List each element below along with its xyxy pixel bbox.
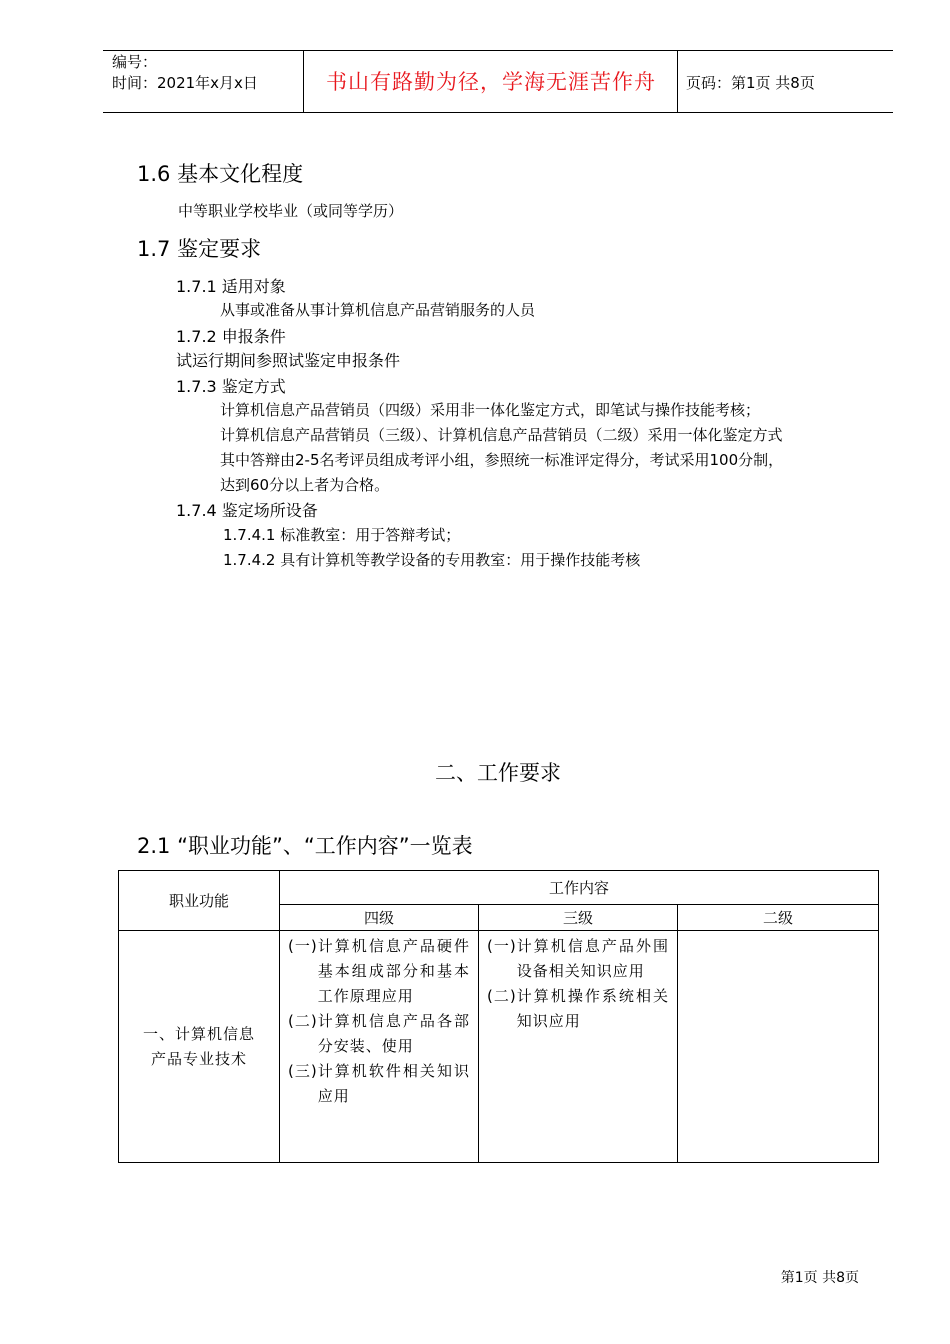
table-row xyxy=(119,931,879,1163)
table-cell-function xyxy=(119,931,280,1163)
section-1-7-2-title: 1.7.2 申报条件 xyxy=(176,327,286,346)
section-1-7-4-title: 1.7.4 鉴定场所设备 xyxy=(176,501,318,520)
section-1-7-1-body: 从事或准备从事计算机信息产品营销服务的人员 xyxy=(220,301,536,319)
section-1-6-body: 中等职业学校毕业（或同等学历） xyxy=(178,202,404,220)
section-1-7-3-line2: 计算机信息产品营销员（三级）、计算机信息产品营销员（二级）采用一体化鉴定方式 xyxy=(220,426,783,444)
section-1-7-4-item1: 1.7.4.1 标准教室：用于答辩考试； xyxy=(223,526,461,544)
list-item xyxy=(487,934,669,984)
table-cell-level-3 xyxy=(479,931,678,1163)
function-line-2: 产品专业技术 xyxy=(150,1049,247,1068)
section-1-7-2-body: 试运行期间参照试鉴定申报条件 xyxy=(176,351,401,370)
header-divider-left xyxy=(303,50,304,112)
table-cell-level-4 xyxy=(280,931,479,1163)
section-1-7-title: 1.7 鉴定要求 xyxy=(137,237,262,261)
section-1-7-1-title: 1.7.1 适用对象 xyxy=(176,277,286,296)
section-1-7-3-title: 1.7.3 鉴定方式 xyxy=(176,377,286,396)
chapter-2-title: 二、工作要求 xyxy=(435,761,561,785)
section-1-7-4-item2: 1.7.4.2 具有计算机等教学设备的专用教室：用于操作技能考核 xyxy=(223,551,641,569)
item-number: (二) xyxy=(487,987,517,1005)
item-text: 计算机操作系统相关知识应用 xyxy=(516,987,669,1030)
footer-page-label: 第1页 共8页 xyxy=(780,1270,859,1286)
table-header-row xyxy=(119,871,879,905)
table-header-level-2: 二级 xyxy=(678,905,879,931)
header-bottom-rule xyxy=(103,112,893,113)
item-number: (二) xyxy=(288,1012,318,1030)
item-number: (一) xyxy=(288,937,318,955)
list-item xyxy=(288,1059,470,1109)
list-item xyxy=(487,984,669,1034)
table-header-function: 职业功能 xyxy=(119,871,280,931)
section-1-7-3-line1: 计算机信息产品营销员（四级）采用非一体化鉴定方式，即笔试与操作技能考核； xyxy=(220,401,761,419)
item-text: 计算机信息产品硬件基本组成部分和基本工作原理应用 xyxy=(317,937,470,1005)
item-number: (一) xyxy=(487,937,517,955)
list-item xyxy=(288,934,470,1009)
item-text: 计算机信息产品各部分安装、使用 xyxy=(317,1012,470,1055)
header-top-rule xyxy=(103,50,893,51)
section-2-1-title: 2.1 “职业功能”、“工作内容”一览表 xyxy=(137,834,473,858)
item-number: (三) xyxy=(288,1062,318,1080)
header-number-label: 编号： xyxy=(112,53,158,71)
list-item xyxy=(288,1009,470,1059)
work-requirements-table xyxy=(118,870,879,1163)
header-time-label: 时间：2021年x月x日 xyxy=(112,74,258,92)
section-1-6-title: 1.6 基本文化程度 xyxy=(137,162,304,186)
function-line-1: 一、计算机信息 xyxy=(142,1024,255,1043)
item-text: 计算机软件相关知识应用 xyxy=(317,1062,470,1105)
section-1-7-3-line4: 达到60分以上者为合格。 xyxy=(220,476,390,494)
header-divider-right xyxy=(677,50,678,112)
header-page-label: 页码：第1页 共8页 xyxy=(686,74,815,92)
table-cell-level-2 xyxy=(678,931,879,1163)
table-header-level-4: 四级 xyxy=(280,905,479,931)
section-1-7-3-line3: 其中答辩由2-5名考评员组成考评小组，参照统一标准评定得分，考试采用100分制， xyxy=(220,451,784,469)
item-text: 计算机信息产品外围设备相关知识应用 xyxy=(516,937,669,980)
table-header-level-3: 三级 xyxy=(479,905,678,931)
table-header-content: 工作内容 xyxy=(280,871,879,905)
header-motto: 书山有路勤为径，学海无涯苦作舟 xyxy=(326,70,656,94)
